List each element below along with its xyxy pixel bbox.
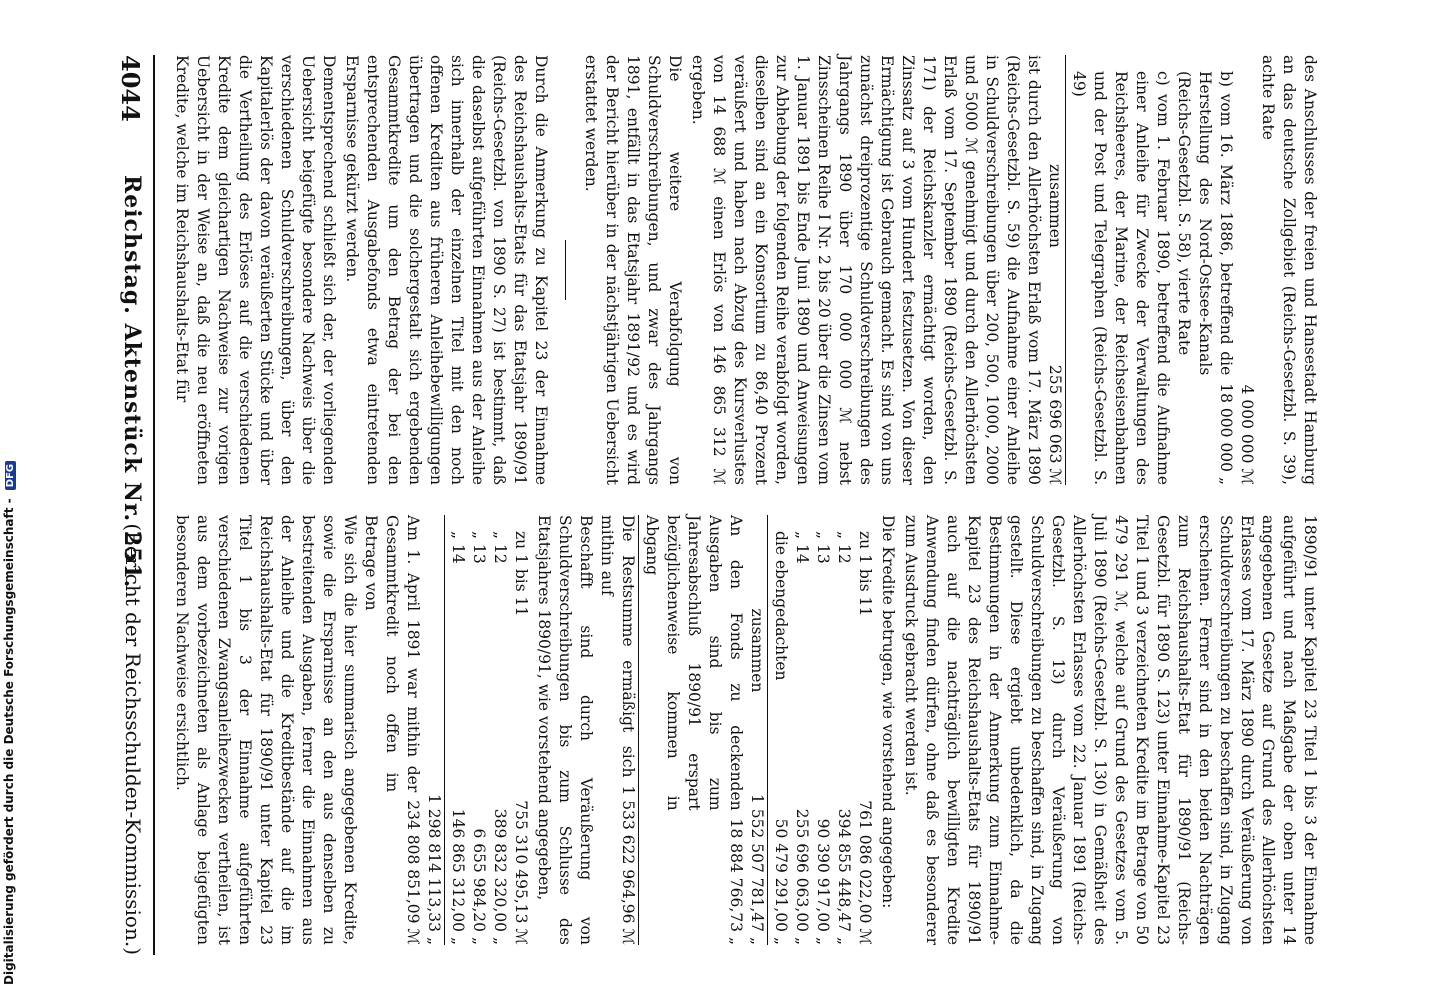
paragraph: Dementsprechend schließt sich der, der vorliegenden Uebersicht beigefügte besondere Nachweis über die verschiedenen Schuldverschreibungen, über den Kapitalerlös der davon veräußerten Stücke und über die Vertheilung des Erlöses auf die verschiedenen Kredite dem gleichartigen Nachweise zur vorigen Uebersicht in der Weise an, daß die neu eröffneten Kredite, welche im Reichshaushalts-Etat für — [173, 55, 338, 485]
savings-row — [641, 515, 746, 945]
procured-amount: 146 865 312,00 „ — [449, 808, 467, 945]
procured-row — [447, 515, 468, 945]
open-credit-text: Am 1. April 1891 war mithin der Gesammtkredit noch offen im Betrage von — [362, 515, 422, 793]
procured-total: 1 298 814 113,33 „ — [425, 793, 443, 945]
procured-list — [447, 515, 531, 945]
right-column — [170, 515, 1320, 945]
intro-row — [1257, 55, 1320, 485]
left-column — [170, 55, 1320, 485]
header-rule — [153, 55, 155, 955]
paragraph: Beschafft sind durch Veräußerung von Schuldverschreibungen bis zum Schlusse des Etatsjahres 1890/91, wie vorstehend angegeben, — [535, 515, 595, 945]
credit-row — [770, 515, 791, 945]
credit-label: „ 13 — [814, 531, 832, 564]
credit-amount: 50 479 291,00 „ — [772, 818, 790, 945]
procured-total-row — [423, 515, 445, 945]
credit-label: „ 14 — [793, 531, 811, 564]
credit-row — [833, 515, 854, 945]
intro-amount: 4 000 000 ℳ — [1238, 384, 1256, 485]
credit-label: die ebengedachten — [772, 531, 790, 681]
notice-text: Digitalisierung gefördert durch die Deutsche Forschungsgemeinschaft - — [2, 498, 16, 985]
procured-row — [468, 515, 489, 945]
credit-amount: 255 696 063,00 „ — [793, 808, 811, 945]
procured-row — [489, 515, 510, 945]
open-credit-amount: 234 808 851,09 ℳ — [404, 800, 422, 945]
procured-amount: 755 310 495,13 ℳ — [512, 800, 530, 945]
open-credit-row — [360, 515, 423, 945]
credits-total-label: zusammen — [748, 608, 766, 693]
paragraph: Die weitere Verabfolgung von Schuldverschreibungen, und zwar des Jahrgangs 1891, entfällt in das Etatsjahr 1891/92 und es wird der Bericht hierüber in der nächstjährigen Uebersicht erstattet werden. — [582, 55, 684, 485]
savings-amount: 18 884 766,73 „ — [727, 818, 745, 945]
dfg-logo: DFG — [5, 461, 16, 490]
paragraph: ist durch den Allerhöchsten Erlaß vom 17. März 1890 (Reichs-Gesetzbl. S. 59) die Aufnahme einer Anleihe in Schuldverschreibungen über 200, 500, 1000, 2000 und 5000 ℳ genehmigt und durch den Allerhöchsten Erlaß vom 17. September 1890 (Reichs-Gesetzbl. S. 171) der Reichskanzler ermächtigt worden, den Zinssatz auf 3 vom Hundert festzusetzen. Von dieser Ermächtigung ist Gebrauch gemacht. Es sind von uns zunächst dreiprozentige Schuldverschreibungen des Jahrgangs 1890 über 170 000 000 ℳ nebst Zinsscheinen Reihe I Nr. 2 bis 20 über die Zinsen vom 1. Januar 1891 bis Ende Juni 1890 und Anweisungen zur Abhebung der folgenden Reihe verabfolgt worden, dieselben sind an ein Konsortium zu 86,40 Prozent veräußert und haben nach Abzug des Kursverlustes von 14 688 ℳ einen Erlös von 146 865 312 ℳ ergeben. — [689, 55, 1043, 485]
paragraph: Durch die Anmerkung zu Kapitel 23 der Einnahme des Reichshaushalts-Etats für das Etatsjahr 1890/91 (Reichs-Gesetzbl. von 1890 S. 27) ist bestimmt, daß die daselbst aufgeführten Einnahmen aus der Anleihe sich innerhalb der einzelnen Titel mit den noch offenen Krediten aus früheren Anleihebewilligungen übertragen und die solchergestalt sich ergebenden Gesammtkredite um den Betrag der bei den entsprechenden Ausgabefonds etwa eintretenden Ersparnisse gekürzt werden. — [343, 55, 550, 485]
credit-row — [791, 515, 812, 945]
section-divider — [565, 240, 566, 300]
paragraph: 1890/91 unter Kapitel 23 Titel 1 bis 3 der Einnahme aufgeführt und nach Maßgabe der oben unter 14 angegebenen Gesetze auf Grund des Allerhöchsten Erlasses vom 17. März 1890 durch Veräußerung von Schuldverschreibungen zu beschaffen sind, in Zugang erscheinen. Ferner sind in den beiden Nachträgen zum Reichshaushalts-Etat für 1890/91 (Reichs-Gesetzbl. für 1890 S. 123) unter Einnahme-Kapitel 23 Titel 1 und 3 verzeichneten Kredite im Betrage von 50 479 291 ℳ, welche auf Grund des Gesetzes vom 5. Juli 1890 (Reichs-Gesetzbl. S. 130) in Gemäßheit des Allerhöchsten Erlasses vom 22. Januar 1891 (Reichs-Gesetzbl. S. 13) durch Veräußerung von Schuldverschreibungen zu beschaffen sind, in Zugang gestellt. Diese ergiebt unbedenklich, da die Bestimmungen in der Anmerkung zum Einnahme-Kapitel 23 des Reichshaushalts-Etats für 1890/91 auch auf die nachträglich bewilligten Kredite Anwendung finden dürfen, ohne daß es besonderer zum Ausdruck gebracht werden ist. — [902, 515, 1319, 945]
item-c-row — [1068, 55, 1173, 485]
item-b-amount: 18 000 000 „ — [1217, 383, 1235, 485]
page-number: 4044 — [116, 55, 145, 122]
credit-label: zu 1 bis 11 — [856, 531, 874, 617]
paragraph: Wie sich die hier summarisch angegebenen Kredite, sowie die Ersparnisse an den aus denselben zu bestreitenden Ausgaben, ferner die Einnahmen aus der Anleihe und die Kreditbestände auf die im Reichshaushalts-Etat für 1890/91 unter Kapitel 23 Titel 1 bis 3 der Einnahme aufgeführten verschiedenen Zwangsanleihezwecken vertheilen, ist aus dem vorbezeichneten als Anlage beigefügten besonderen Nachweise ersichtlich. — [173, 515, 359, 945]
page-subtitle: (Bericht der Reichsschulden-Kommission.) — [121, 523, 145, 955]
credit-amount: 761 086 022,00 ℳ — [856, 800, 874, 945]
procured-amount: 6 655 984,20 „ — [470, 828, 488, 945]
total-row — [1044, 55, 1066, 485]
remaining-amount: 1 533 622 964,96 ℳ — [619, 785, 637, 945]
procured-row — [510, 515, 531, 945]
credits-total-row — [746, 515, 768, 945]
procured-label: zu 1 bis 11 — [512, 531, 530, 617]
item-b-text: b) vom 16. März 1886, betreffend die Herstellung des Nord-Ostsee-Kanals (Reichs-Gesetzbl. S. 58), vierte Rate — [1175, 71, 1235, 376]
total-amount: 255 696 063 ℳ — [1046, 364, 1064, 485]
credit-amount: 90 390 917,00 „ — [814, 818, 832, 945]
page-header — [105, 55, 145, 955]
credit-row — [812, 515, 833, 945]
procured-label: „ 12 — [491, 531, 509, 564]
intro-text: des Anschlusses der freien und Hansestadt Hamburg an das deutsche Zollgebiet (Reichs-Gesetzbl. S. 39), achte Rate — [1259, 55, 1319, 485]
intro-amount-row — [1236, 55, 1257, 485]
credit-label: „ 12 — [835, 531, 853, 564]
credits-intro: Die Kredite betrugen, wie vorstehend angegeben: — [879, 515, 897, 909]
credits-total: 1 552 507 781,47 „ — [748, 793, 766, 945]
item-b-row — [1173, 55, 1236, 485]
procured-label: „ 14 — [449, 531, 467, 564]
procured-amount: 389 832 320,00 „ — [491, 808, 509, 945]
procured-label: „ 13 — [470, 531, 488, 564]
scanned-page — [10, 0, 1400, 1000]
item-c-text: c) vom 1. Februar 1890, betreffend die Aufnahme einer Anleihe für Zwecke der Verwaltungen des Reichsheeres, der Marine, der Reichseisenbahnen und der Post und Telegraphen (Reichs-Gesetzbl. S. 49) — [1070, 71, 1172, 485]
digitization-notice — [2, 0, 24, 985]
credit-amount: 394 855 448,47 „ — [835, 808, 853, 945]
total-label: zusammen — [1046, 163, 1064, 248]
remaining-text: Die Restsumme ermäßigt sich mithin auf — [598, 515, 637, 778]
remaining-row — [596, 515, 639, 945]
credits-list — [770, 515, 875, 945]
page-title: Reichstag. Aktenstück Nr. 251. — [119, 175, 145, 589]
credit-row — [854, 515, 875, 945]
savings-text: An den Fonds zu deckenden Ausgaben sind bis zum Jahresabschluß 1890/91 erspart bezüglichenweise kommen in Abgang — [643, 515, 745, 811]
